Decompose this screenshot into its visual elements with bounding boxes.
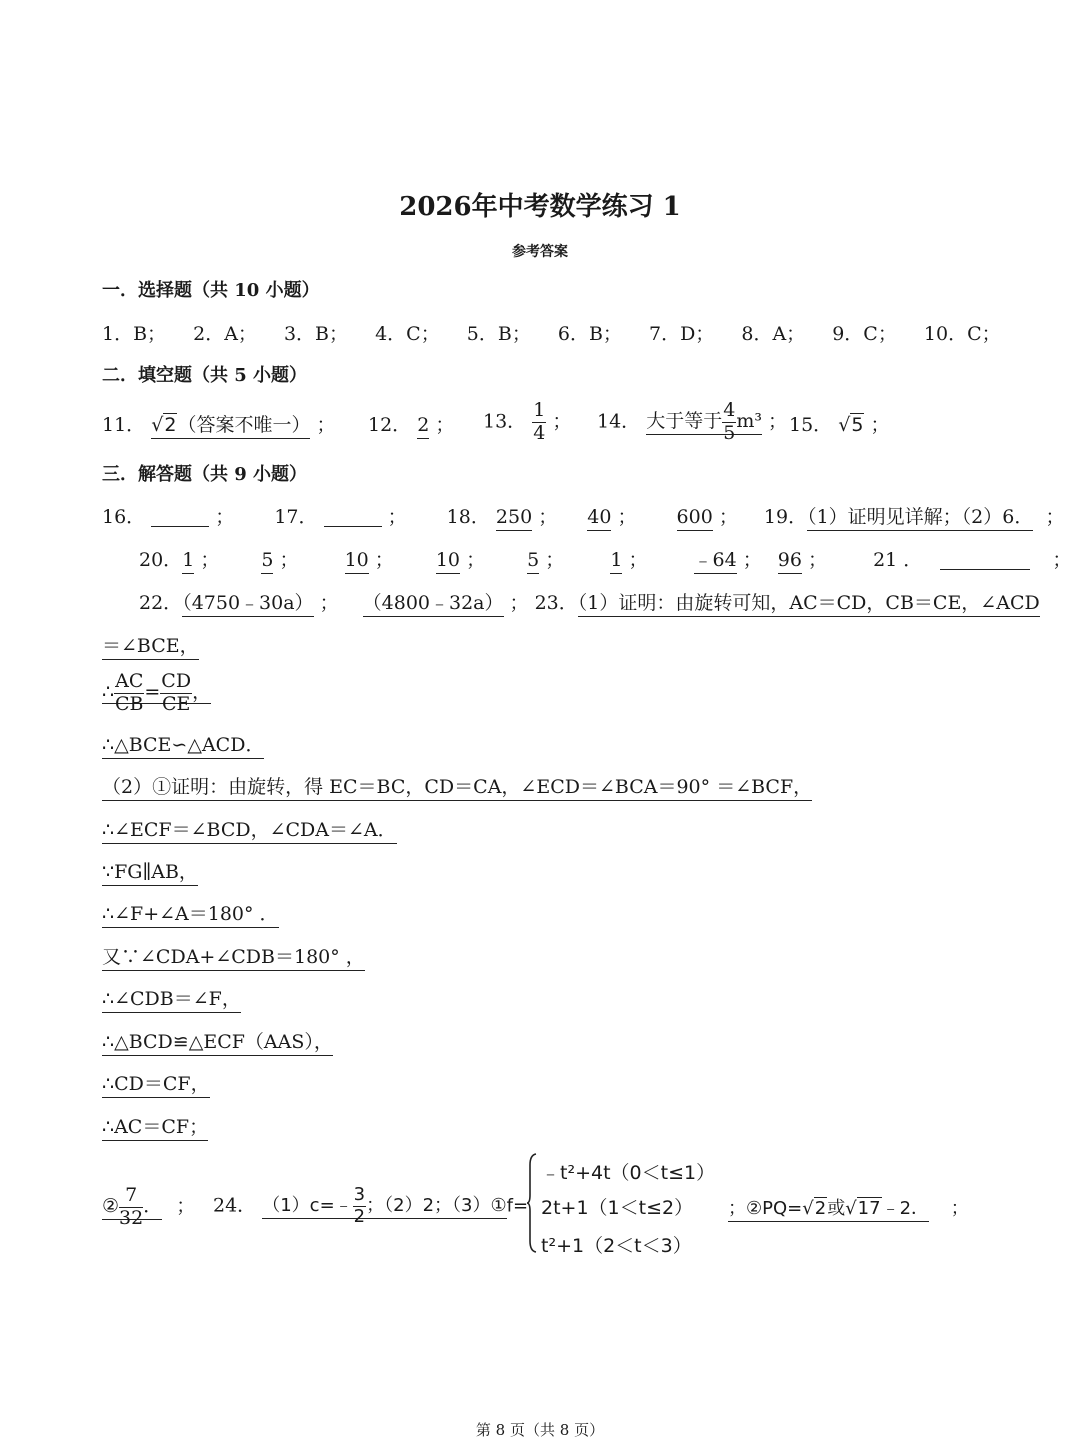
q13-sep: ； xyxy=(552,410,572,433)
q24-c-label: （1）c=﹣ xyxy=(262,1195,353,1217)
q24-c-num: 3 xyxy=(353,1184,366,1205)
section-heading-solve: 三．解答题（共 9 小题） xyxy=(102,464,308,485)
q24-root-1: 2 xyxy=(814,1198,827,1219)
q23-line-2: ＝∠BCE， xyxy=(102,635,199,660)
q24-pq-expr: ；②PQ=√2或√17﹣2． xyxy=(728,1198,929,1222)
answer-10: 10．C； xyxy=(923,323,1001,345)
q11-radicand: 2 xyxy=(164,414,177,436)
piecewise-brace xyxy=(527,1153,537,1253)
q20-val-5: 5 xyxy=(527,549,539,574)
q23-line-5-wrap xyxy=(102,778,812,797)
q24-c-den: 2 xyxy=(353,1205,366,1227)
q23-frac-1-den: CB xyxy=(114,692,144,715)
q23-part2-expr xyxy=(102,1184,163,1229)
q15-sep: ； xyxy=(870,414,890,436)
q24-or: 或 xyxy=(827,1198,846,1219)
q23-line-1: （1）证明：由旋转可知，AC＝CD，CB＝CE，∠ACD xyxy=(578,592,1040,617)
q23-line-11-wrap xyxy=(102,1033,333,1052)
section-heading-fill: 二．填空题（共 5 小题） xyxy=(102,365,308,386)
q12-number: 12． xyxy=(368,414,412,436)
circle-2b: ② xyxy=(746,1198,763,1219)
therefore-symbol: ∴ xyxy=(102,681,115,704)
answer-6: 6．B； xyxy=(557,323,622,345)
circle-1: ① xyxy=(490,1195,507,1217)
q23-part2-end: ． xyxy=(143,1195,163,1218)
q11-number: 11． xyxy=(102,414,146,436)
q20-val-8: 96 xyxy=(778,549,802,574)
q23-line-10-wrap xyxy=(102,990,241,1009)
q12-sep: ； xyxy=(435,414,455,436)
q22-answer-b: （4800﹣32a） xyxy=(363,592,504,617)
answer-5: 5．B； xyxy=(466,323,531,345)
answer-13 xyxy=(483,401,571,444)
q23-line-7: ∵FG∥AB， xyxy=(102,861,198,886)
q14-numerator: 4 xyxy=(723,399,736,421)
q23-line-7-wrap xyxy=(102,863,198,882)
q24-case-3: t²+1（2＜t＜3） xyxy=(541,1235,692,1257)
q23-line-6-wrap xyxy=(102,821,397,840)
q24-part-1 xyxy=(262,1184,507,1227)
q23-ratio xyxy=(102,672,211,715)
q15-number: 15． xyxy=(789,414,833,436)
q23-line-8: ∴∠F+∠A＝180° ． xyxy=(102,903,279,928)
q20-val-4: 10 xyxy=(436,549,460,574)
q24-pq-answer: ；②PQ=√2或√17﹣2． ； xyxy=(728,1194,969,1220)
answers-16-19: 16． ； 17． ； 18． 250 ； 40 ； 600 ； 19．（1）证明见详解；（2）6． ； xyxy=(102,508,1064,527)
q11-answer: √2（答案不唯一） xyxy=(151,414,310,439)
q20-val-2: 5 xyxy=(261,549,273,574)
q23-frac-2-num: CD xyxy=(161,670,192,692)
q22-number: 22． xyxy=(139,592,183,614)
q20-val-1: 1 xyxy=(182,549,194,574)
q23-eq: = xyxy=(144,681,161,704)
answer-14 xyxy=(597,401,787,444)
q18-answer-b: 40 xyxy=(587,506,611,531)
q23-line-12-wrap xyxy=(102,1075,210,1094)
q24-case-2: 2t+1（1＜t≤2） xyxy=(541,1197,694,1219)
q23-line-9: 又∵∠CDA+∠CDB＝180° ， xyxy=(102,946,365,971)
q24-root-2: 17 xyxy=(857,1198,881,1219)
q14-text: 大于等于 xyxy=(646,410,723,433)
q17-number: 17． xyxy=(274,506,318,528)
q23-line-10: ∴∠CDB＝∠F， xyxy=(102,988,241,1013)
q13-fraction xyxy=(532,401,546,444)
q23-frac-1 xyxy=(114,672,144,715)
q24-c-fraction xyxy=(353,1186,366,1227)
answer-8: 8．A； xyxy=(741,323,806,345)
q23-line-12: ∴CD＝CF， xyxy=(102,1073,210,1098)
q14-sep: ； xyxy=(768,410,788,433)
q24-part-2: ；（2）2；（3） xyxy=(366,1195,491,1217)
q14-number: 14． xyxy=(597,410,641,433)
q23-frac-2-den: CE xyxy=(161,692,191,715)
q23-ratio-expr xyxy=(102,670,212,715)
q24-answer xyxy=(213,1186,528,1227)
q16-blank xyxy=(151,508,209,527)
q23-part2-answer: ② $\frac{7}{32}$ ． ； xyxy=(102,1184,196,1229)
q20-val-6: 1 xyxy=(610,549,622,574)
q17-blank xyxy=(324,508,382,527)
q23-line-6: ∴∠ECF＝∠BCD，∠CDA＝∠A． xyxy=(102,819,397,844)
q23-line-13-wrap xyxy=(102,1118,208,1137)
section-heading-choice: 一．选择题（共 10 小题） xyxy=(102,280,320,301)
q24-sep: ； xyxy=(728,1198,746,1219)
answer-7: 7．D； xyxy=(648,323,715,345)
answer-4: 4．C； xyxy=(375,323,440,345)
answer-2: 2．A； xyxy=(193,323,257,345)
q16-number: 16． xyxy=(102,506,146,528)
q23-number: 23． xyxy=(534,592,578,614)
page-title: 2026年中考数学练习 1 xyxy=(399,192,681,222)
answers-22-23: 22．（4750﹣30a） ； （4800﹣32a） ； 23．（1）证明：由旋转可知，AC＝CD，CB＝CE，∠ACD xyxy=(139,594,1040,613)
q23-line-8-wrap xyxy=(102,905,279,924)
q21-number: 21 ． xyxy=(873,549,923,571)
answer-9: 9．C； xyxy=(832,323,897,345)
q15-answer: √5 xyxy=(838,414,864,436)
page-subtitle: 参考答案 xyxy=(512,244,568,260)
q14-denominator: 5 xyxy=(723,421,736,444)
q23-frac-2 xyxy=(160,672,192,715)
answer-3: 3．B； xyxy=(283,323,349,345)
q13-numerator: 1 xyxy=(533,399,546,421)
q23-part2-num: 7 xyxy=(119,1186,143,1208)
q23-line-4: ∴△BCE∽△ACD． xyxy=(102,734,264,759)
q18-number: 18． xyxy=(446,506,490,528)
q23-line-13: ∴AC＝CF； xyxy=(102,1116,208,1141)
q23-line-5: （2）①证明：由旋转，得 EC＝BC，CD＝CA，∠ECD＝∠BCA＝90° ＝∠BCF， xyxy=(102,776,812,801)
circle-2: ② xyxy=(102,1195,120,1218)
answer-15 xyxy=(789,410,890,437)
q23-line-9-wrap xyxy=(102,948,365,967)
q24-case-1: ﹣t²+4t（0＜t≤1） xyxy=(541,1162,716,1184)
q23-frac-1-num: AC xyxy=(115,670,144,692)
q14-unit: m³ xyxy=(736,410,762,433)
q23-comma: ， xyxy=(192,681,212,704)
q20-val-3: 10 xyxy=(345,549,369,574)
q13-number: 13． xyxy=(483,410,527,433)
q20-val-7: ﹣64 xyxy=(694,549,737,574)
q11-sep: ； xyxy=(316,414,336,436)
answer-11 xyxy=(102,410,336,437)
answer-1: 1．B； xyxy=(102,323,167,345)
q22-answer-a: （4750﹣30a） xyxy=(182,592,313,617)
q12-answer: 2 xyxy=(417,414,429,439)
q19-answer: （1）证明见详解；（2）6． xyxy=(807,506,1033,531)
q18-answer-a: 250 xyxy=(496,506,532,531)
answer-12 xyxy=(368,410,454,437)
q21-blank xyxy=(940,551,1030,570)
q20-number: 20． xyxy=(139,549,183,571)
q23-line-11: ∴△BCD≌△ECF（AAS）， xyxy=(102,1031,333,1056)
q23-part2-fraction xyxy=(119,1186,143,1229)
q23-part2-den: 32 xyxy=(119,1206,144,1229)
q24-pq-label: PQ= xyxy=(762,1198,803,1219)
q24-f-label: f= xyxy=(506,1195,529,1217)
q23-line-2-wrap xyxy=(102,637,199,656)
choice-answers xyxy=(102,325,1022,344)
q24-tail: ﹣2． xyxy=(881,1198,930,1219)
page-footer: 第 8 页（共 8 页） xyxy=(475,1421,605,1439)
q14-answer xyxy=(646,399,762,444)
q14-fraction xyxy=(722,401,736,444)
q18-answer-c: 600 xyxy=(677,506,713,531)
q13-denominator: 4 xyxy=(533,421,546,444)
q23-line-4-wrap xyxy=(102,736,264,755)
q19-number: 19． xyxy=(763,506,808,528)
q24-number: 24． xyxy=(213,1194,257,1217)
q15-radicand: 5 xyxy=(851,414,864,436)
answers-20-21: 20．1 ； 5 ； 10 ； 10 ； 5 ； 1 ； ﹣64 ； 96 ； 21 ． ； xyxy=(139,551,1071,570)
q11-note: （答案不唯一） xyxy=(177,414,311,436)
